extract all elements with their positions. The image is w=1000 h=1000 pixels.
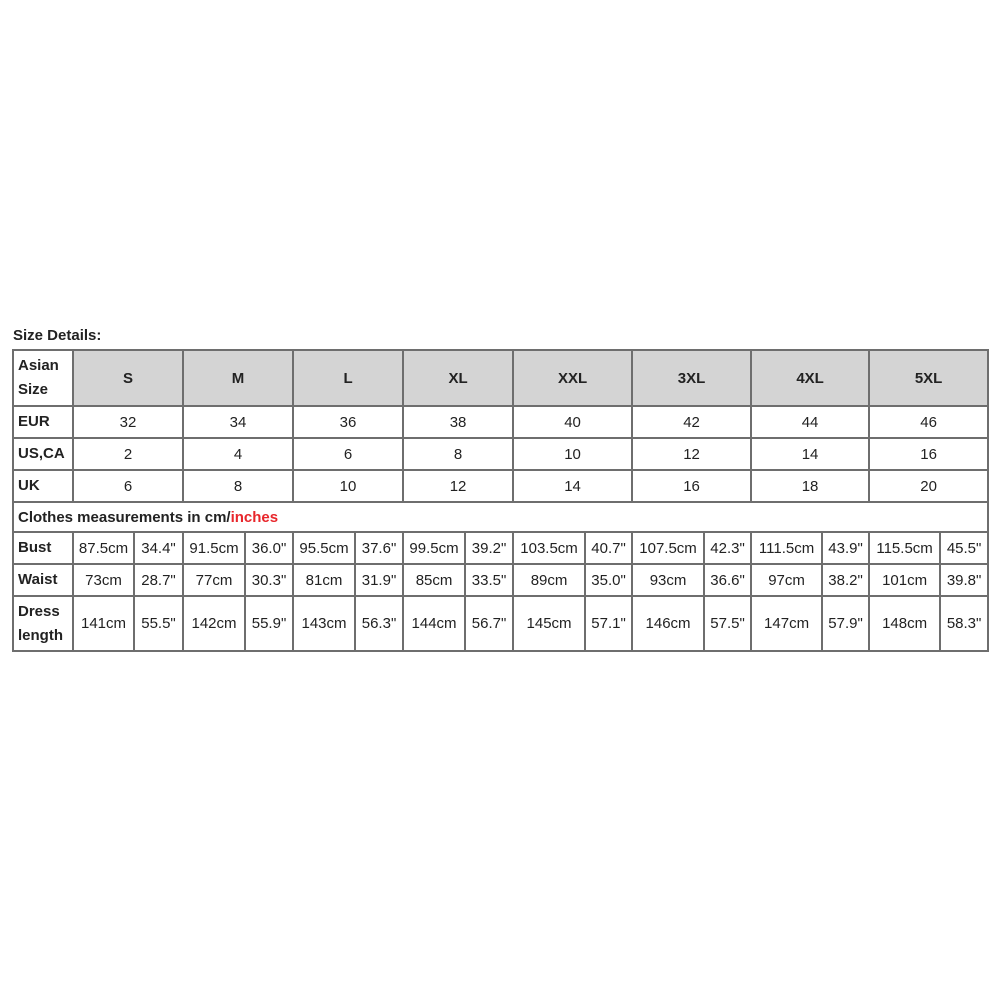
uk-value: 14 xyxy=(513,470,632,502)
bust-inch: 37.6" xyxy=(355,532,403,564)
dress-length-cm: 142cm xyxy=(183,596,245,651)
waist-inch: 33.5" xyxy=(465,564,513,596)
waist-cm: 85cm xyxy=(403,564,465,596)
uk-label: UK xyxy=(13,470,73,502)
measurements-section-row xyxy=(13,502,988,532)
bust-cm: 111.5cm xyxy=(751,532,822,564)
bust-inch: 36.0" xyxy=(245,532,293,564)
us-ca-value: 8 xyxy=(403,438,513,470)
dress-length-cm: 148cm xyxy=(869,596,940,651)
section-heading-inches: inches xyxy=(230,508,279,526)
uk-value: 10 xyxy=(293,470,403,502)
eur-value: 38 xyxy=(403,406,513,438)
dress-length-inch: 55.5" xyxy=(134,596,183,651)
dress-length-inch: 57.9" xyxy=(822,596,869,651)
us-ca-label: US,CA xyxy=(13,438,73,470)
size-header: M xyxy=(183,350,293,406)
eur-value: 36 xyxy=(293,406,403,438)
asian-size-label: Asian Size xyxy=(13,350,73,406)
us-ca-value: 12 xyxy=(632,438,751,470)
uk-value: 12 xyxy=(403,470,513,502)
dress-length-cm: 146cm xyxy=(632,596,704,651)
eur-value: 44 xyxy=(751,406,869,438)
eur-value: 34 xyxy=(183,406,293,438)
waist-cm: 81cm xyxy=(293,564,355,596)
dress-length-inch: 58.3" xyxy=(940,596,988,651)
dress-length-cm: 143cm xyxy=(293,596,355,651)
measurements-section-heading xyxy=(13,502,988,532)
eur-value: 40 xyxy=(513,406,632,438)
waist-cm: 93cm xyxy=(632,564,704,596)
size-header: XL xyxy=(403,350,513,406)
bust-inch: 39.2" xyxy=(465,532,513,564)
size-header: S xyxy=(73,350,183,406)
section-heading-prefix: Clothes measurements in cm/ xyxy=(18,508,231,526)
size-chart-table xyxy=(12,349,989,652)
uk-value: 6 xyxy=(73,470,183,502)
waist-cm: 97cm xyxy=(751,564,822,596)
dress-length-cm: 144cm xyxy=(403,596,465,651)
size-header: XXL xyxy=(513,350,632,406)
dress-length-inch: 56.7" xyxy=(465,596,513,651)
bust-cm: 115.5cm xyxy=(869,532,940,564)
dress-length-cm: 147cm xyxy=(751,596,822,651)
eur-value: 42 xyxy=(632,406,751,438)
dress-length-inch: 57.1" xyxy=(585,596,632,651)
waist-cm: 77cm xyxy=(183,564,245,596)
uk-row xyxy=(13,470,988,502)
us-ca-value: 10 xyxy=(513,438,632,470)
dress-length-inch: 57.5" xyxy=(704,596,751,651)
bust-inch: 34.4" xyxy=(134,532,183,564)
eur-label: EUR xyxy=(13,406,73,438)
waist-inch: 38.2" xyxy=(822,564,869,596)
waist-inch: 30.3" xyxy=(245,564,293,596)
dress-length-cm: 145cm xyxy=(513,596,585,651)
uk-value: 8 xyxy=(183,470,293,502)
bust-cm: 107.5cm xyxy=(632,532,704,564)
waist-inch: 31.9" xyxy=(355,564,403,596)
bust-inch: 43.9" xyxy=(822,532,869,564)
us-ca-value: 16 xyxy=(869,438,988,470)
uk-value: 18 xyxy=(751,470,869,502)
bust-cm: 95.5cm xyxy=(293,532,355,564)
waist-inch: 28.7" xyxy=(134,564,183,596)
bust-cm: 87.5cm xyxy=(73,532,134,564)
waist-cm: 73cm xyxy=(73,564,134,596)
dress-length-inch: 56.3" xyxy=(355,596,403,651)
waist-inch: 35.0" xyxy=(585,564,632,596)
waist-inch: 39.8" xyxy=(940,564,988,596)
us-ca-value: 14 xyxy=(751,438,869,470)
size-header: 3XL xyxy=(632,350,751,406)
size-details-title: Size Details: xyxy=(13,327,102,344)
dress-length-label: Dress length xyxy=(13,596,73,651)
size-header: L xyxy=(293,350,403,406)
bust-label: Bust xyxy=(13,532,73,564)
eur-value: 32 xyxy=(73,406,183,438)
dress-length-cm: 141cm xyxy=(73,596,134,651)
waist-label: Waist xyxy=(13,564,73,596)
size-header: 5XL xyxy=(869,350,988,406)
waist-row xyxy=(13,564,988,596)
us-ca-row xyxy=(13,438,988,470)
asian-size-row xyxy=(13,350,988,406)
us-ca-value: 6 xyxy=(293,438,403,470)
bust-cm: 91.5cm xyxy=(183,532,245,564)
bust-cm: 103.5cm xyxy=(513,532,585,564)
bust-inch: 45.5" xyxy=(940,532,988,564)
uk-value: 20 xyxy=(869,470,988,502)
waist-inch: 36.6" xyxy=(704,564,751,596)
bust-inch: 40.7" xyxy=(585,532,632,564)
eur-value: 46 xyxy=(869,406,988,438)
bust-cm: 99.5cm xyxy=(403,532,465,564)
dress-length-row xyxy=(13,596,988,651)
waist-cm: 89cm xyxy=(513,564,585,596)
uk-value: 16 xyxy=(632,470,751,502)
bust-inch: 42.3" xyxy=(704,532,751,564)
us-ca-value: 2 xyxy=(73,438,183,470)
bust-row xyxy=(13,532,988,564)
eur-row xyxy=(13,406,988,438)
dress-length-inch: 55.9" xyxy=(245,596,293,651)
size-header: 4XL xyxy=(751,350,869,406)
waist-cm: 101cm xyxy=(869,564,940,596)
us-ca-value: 4 xyxy=(183,438,293,470)
